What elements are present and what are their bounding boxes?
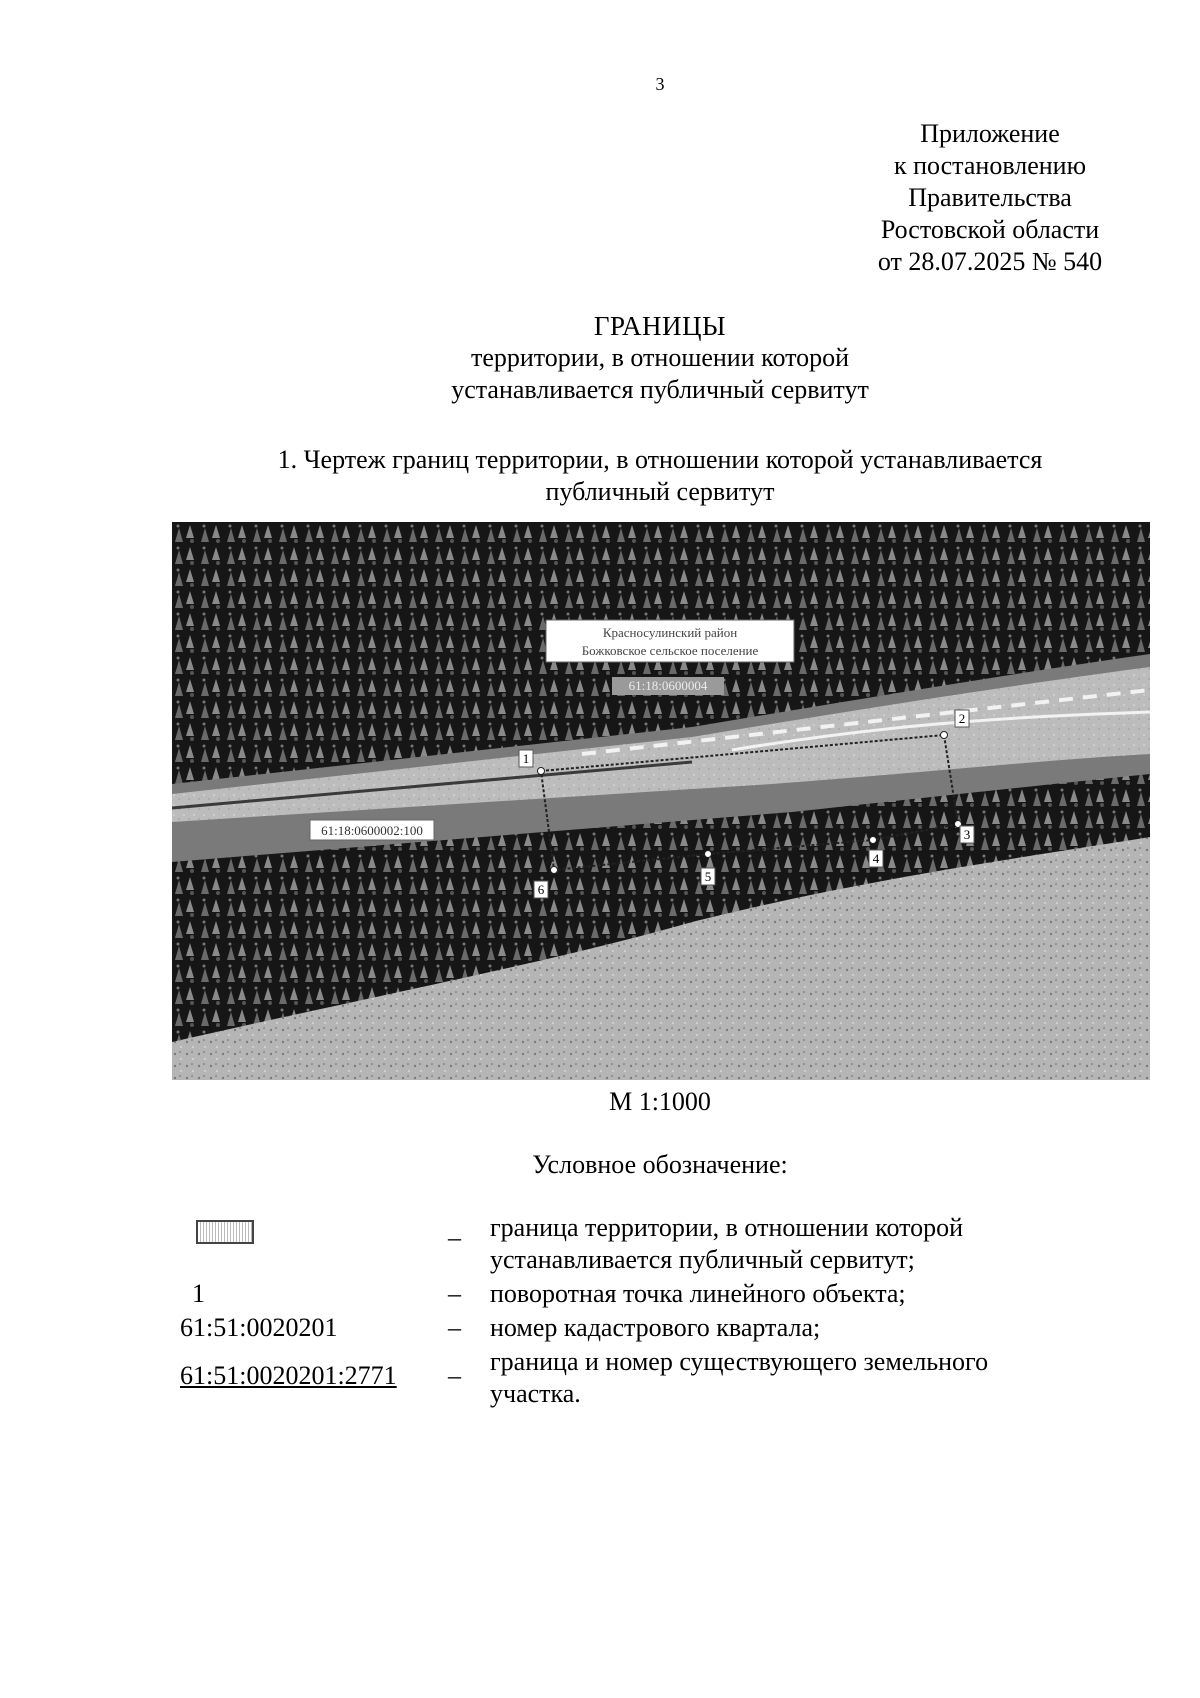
- appendix-line: Приложение: [920, 119, 1060, 148]
- point-label: 2: [958, 711, 966, 726]
- document-title: [0, 310, 1200, 406]
- title-heading: ГРАНИЦЫ: [593, 311, 727, 341]
- point-label: 5: [704, 869, 712, 884]
- legend-row: [180, 1278, 1080, 1312]
- boundary-point: [551, 867, 558, 874]
- point-label: 4: [872, 851, 880, 866]
- legend-description: номер кадастрового квартала;: [490, 1313, 821, 1342]
- legend: [180, 1212, 1080, 1412]
- legend-description: [490, 1212, 1080, 1276]
- boundary-point: [705, 851, 712, 858]
- legend-symbol: 61:51:0020201: [180, 1313, 338, 1342]
- section-heading: [200, 444, 1120, 508]
- legend-dash: –: [448, 1279, 461, 1308]
- district-label: Красносулинский район: [602, 625, 738, 640]
- legend-description-line: участка.: [490, 1379, 581, 1408]
- appendix-line: Ростовской области: [880, 215, 1100, 244]
- legend-description: поворотная точка линейного объекта;: [490, 1279, 906, 1308]
- legend-row: [180, 1212, 1080, 1278]
- boundary-point: [941, 732, 948, 739]
- appendix-line: от 28.07.2025 № 540: [877, 247, 1103, 276]
- title-line: территории, в отношении которой: [470, 343, 850, 372]
- boundary-map: [172, 522, 1150, 1080]
- page-number: 3: [655, 74, 665, 94]
- appendix-block: [840, 118, 1140, 278]
- legend-symbol: [180, 1212, 430, 1252]
- legend-title: Условное обозначение:: [532, 1150, 788, 1179]
- section-line: публичный сервитут: [545, 477, 775, 506]
- parcel-label: 61:18:0600002:100: [321, 823, 423, 838]
- appendix-line: Правительства: [908, 183, 1072, 212]
- legend-description-line: граница и номер существующего земельного: [490, 1347, 989, 1376]
- legend-description-line: устанавливается публичный сервитут;: [490, 1245, 915, 1274]
- legend-description-line: граница территории, в отношении которой: [490, 1213, 964, 1242]
- legend-description: [490, 1346, 1080, 1410]
- legend-symbol: 61:51:0020201:2771: [180, 1361, 397, 1390]
- boundary-point: [538, 768, 545, 775]
- legend-row: [180, 1346, 1080, 1412]
- section-line: 1. Чертеж границ территории, в отношении которой устанавливается: [277, 445, 1043, 474]
- boundary-symbol-icon: [196, 1220, 254, 1244]
- legend-dash: –: [448, 1223, 461, 1252]
- point-label: 1: [522, 751, 530, 766]
- cadastral-quarter-label: 61:18:0600004: [628, 678, 708, 693]
- legend-dash: –: [448, 1313, 461, 1342]
- map-drawing: [172, 522, 1150, 1080]
- appendix-line: к постановлению: [893, 151, 1087, 180]
- legend-row: [180, 1312, 1080, 1346]
- boundary-point: [870, 837, 877, 844]
- legend-symbol: 1: [192, 1279, 205, 1308]
- district-label: Божковское сельское поселение: [581, 643, 759, 658]
- point-label: 6: [537, 882, 545, 897]
- point-label: 3: [963, 827, 971, 842]
- legend-dash: –: [448, 1361, 461, 1390]
- map-scale: М 1:1000: [609, 1087, 711, 1116]
- title-line: устанавливается публичный сервитут: [451, 375, 869, 404]
